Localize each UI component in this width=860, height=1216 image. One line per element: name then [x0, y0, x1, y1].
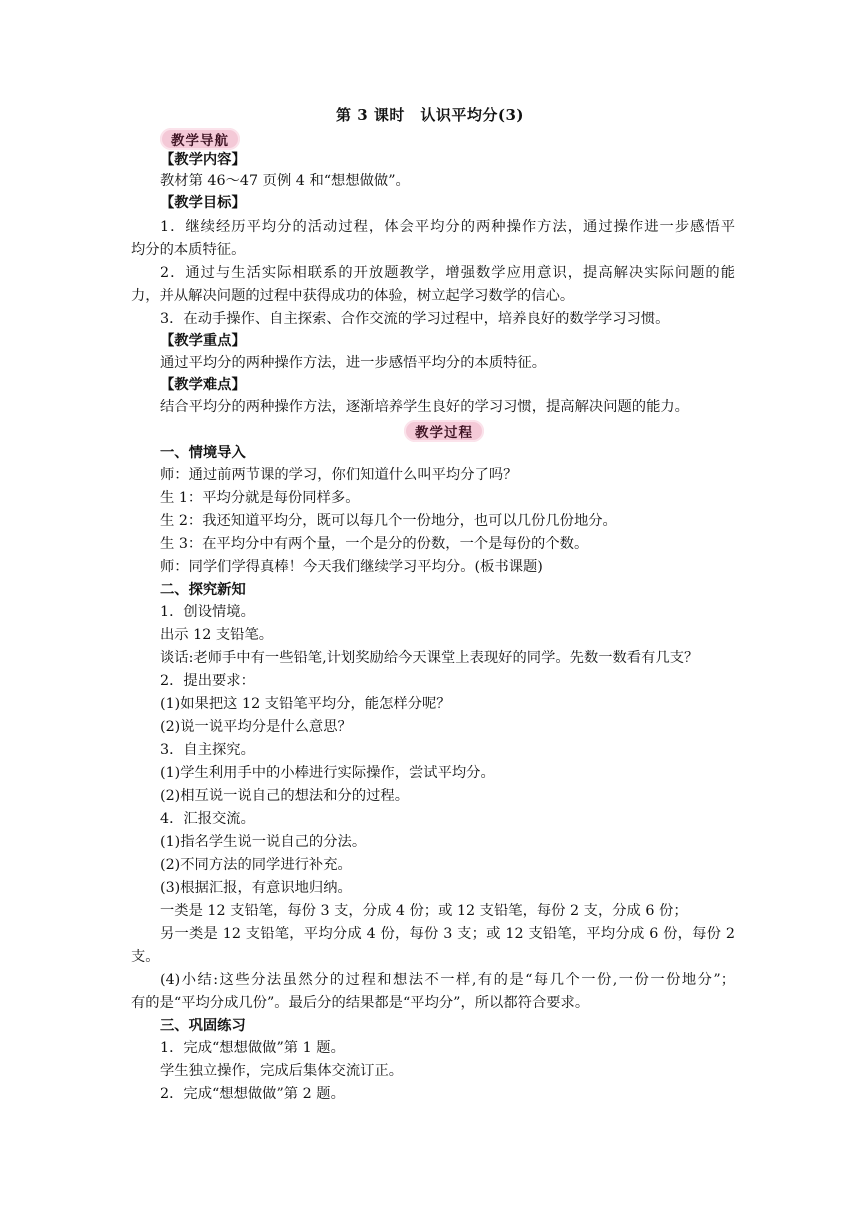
paragraph: 1．完成“想想做做”第 1 题。	[160, 1040, 345, 1056]
teaching-navigation-banner: 教学导航	[160, 128, 240, 150]
lesson-title: 第 3 课时 认识平均分(3)	[335, 106, 524, 124]
dialogue-line: 师：通过前两节课的学习，你们知道什么叫平均分了吗？	[160, 467, 518, 483]
section-heading-intro: 一、情境导入	[160, 445, 246, 461]
paragraph: 1．继续经历平均分的活动过程，体会平均分的两种操作方法，通过操作进一步感悟平	[160, 219, 735, 235]
dialogue-line: 生 1：平均分就是每份同样多。	[160, 490, 360, 506]
section-heading-explore: 二、探究新知	[160, 582, 246, 598]
paragraph: 结合平均分的两种操作方法，逐渐培养学生良好的学习习惯，提高解决问题的能力。	[160, 399, 689, 415]
paragraph: (1)学生利用手中的小棒进行实际操作，尝试平均分。	[160, 765, 495, 781]
paragraph: (4)小结:这些分法虽然分的过程和想法不一样,有的是“每几个一份,一份一份地分”；	[160, 972, 735, 988]
paragraph: 学生独立操作，完成后集体交流订正。	[160, 1063, 404, 1079]
paragraph: 一类是 12 支铅笔，每份 3 支，分成 4 份；或 12 支铅笔，每份 2 支，分成 6 份；	[160, 903, 688, 919]
paragraph: 2．通过与生活实际相联系的开放题教学，增强数学应用意识，提高解决实际问题的能	[160, 265, 735, 281]
paragraph: 出示 12 支铅笔。	[160, 627, 274, 643]
paragraph: (1)如果把这 12 支铅笔平均分，能怎样分呢？	[160, 696, 451, 712]
paragraph: 支。	[131, 949, 160, 965]
paragraph: (2)相互说一说自己的想法和分的过程。	[160, 788, 409, 804]
paragraph: 2．完成“想想做做”第 2 题。	[160, 1086, 345, 1102]
paragraph: 教材第 46～47 页例 4 和“想想做做”。	[160, 173, 410, 189]
paragraph: 通过平均分的两种操作方法，进一步感悟平均分的本质特征。	[160, 355, 547, 371]
paragraph: 3．在动手操作、自主探索、合作交流的学习过程中，培养良好的数学学习习惯。	[160, 311, 670, 327]
teaching-process-banner: 教学过程	[404, 420, 484, 442]
paragraph: (2)不同方法的同学进行补充。	[160, 857, 352, 873]
section-heading-key-points: 【教学重点】	[160, 333, 246, 349]
dialogue-line: 生 2：我还知道平均分，既可以每几个一份地分，也可以几份几份地分。	[160, 513, 617, 529]
paragraph: 2．提出要求：	[160, 673, 255, 689]
section-heading-content: 【教学内容】	[160, 152, 246, 168]
paragraph: 1．创设情境。	[160, 604, 255, 620]
dialogue-line: 师：同学们学得真棒！今天我们继续学习平均分。(板书课题)	[160, 559, 543, 575]
paragraph: (3)根据汇报，有意识地归纳。	[160, 880, 352, 896]
paragraph: 另一类是 12 支铅笔，平均分成 4 份，每份 3 支；或 12 支铅笔，平均分成 6 份，每份 2	[160, 926, 735, 942]
paragraph: 均分的本质特征。	[131, 242, 246, 258]
paragraph: 力，并从解决问题的过程中获得成功的体验，树立起学习数学的信心。	[131, 288, 575, 304]
section-heading-objectives: 【教学目标】	[160, 195, 246, 211]
paragraph: 有的是“平均分成几份”。最后分的结果都是“平均分”，所以都符合要求。	[131, 995, 590, 1011]
paragraph: 3．自主探究。	[160, 742, 255, 758]
section-heading-difficulties: 【教学难点】	[160, 377, 246, 393]
dialogue-line: 生 3：在平均分中有两个量，一个是分的份数，一个是每份的个数。	[160, 536, 589, 552]
paragraph: (1)指名学生说一说自己的分法。	[160, 834, 367, 850]
section-heading-practice: 三、巩固练习	[160, 1018, 246, 1034]
paragraph: (2)说一说平均分是什么意思？	[160, 719, 352, 735]
paragraph: 4．汇报交流。	[160, 811, 255, 827]
paragraph: 谈话:老师手中有一些铅笔,计划奖励给今天课堂上表现好的同学。先数一数看有几支？	[160, 650, 699, 666]
